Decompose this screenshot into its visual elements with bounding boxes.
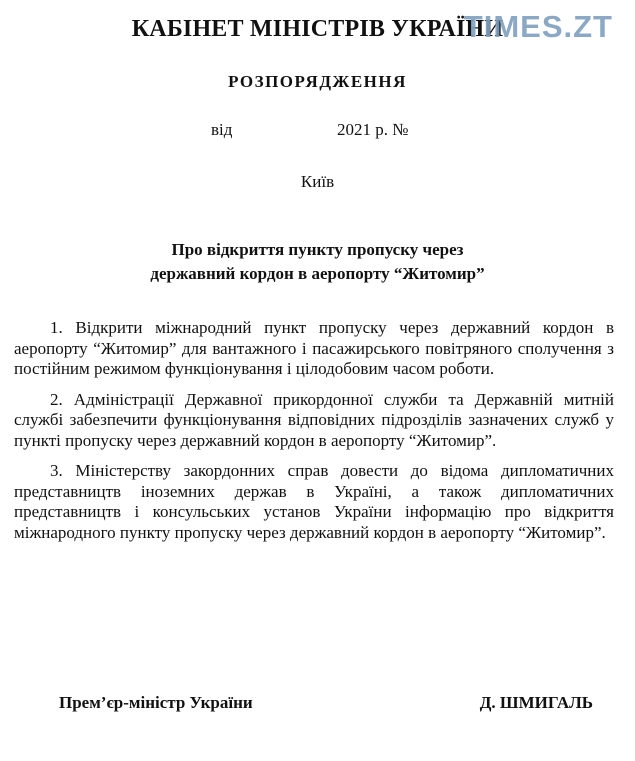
document-type: РОЗПОРЯДЖЕННЯ [228, 72, 407, 91]
signature-position: Прем’єр-міністр України [59, 693, 253, 712]
document-title: КАБІНЕТ МІНІСТРІВ УКРАЇНИ [131, 16, 504, 42]
city-name: Київ [300, 172, 335, 191]
paragraph-1: 1. Відкрити міжнародний пункт пропуску через державний кордон в аеропорту “Житомир” для вантажного і пасажирського повітряного сполучення з постійним режимом функціонування і цілодобовим часом роботи. [14, 318, 614, 378]
date-label: від [211, 120, 233, 139]
document-subject [0, 238, 635, 286]
subject-line-1: Про відкриття пункту пропуску через [171, 240, 464, 259]
paragraph-3: 3. Міністерству закордонних справ довести до відома дипломатичних представництв іноземних держав в Україні, а також дипломатичних представництв і консульських установ України інформацію про відкриття міжнародного пункту пропуску через державний кордон в аеропорту “Житомир”. [14, 461, 614, 542]
document-body [14, 318, 614, 553]
paragraph-2: 2. Адміністрації Державної прикордонної служби та Державній митній службі забезпечити функціонування відповідних підрозділів зазначених служб у пункті пропуску через державний кордон в аеропорту “Житомир”. [14, 389, 614, 450]
subject-line-2: державний кордон в аеропорту “Житомир” [150, 264, 485, 283]
date-year-number: 2021 р. № [337, 120, 409, 139]
signature-name: Д. ШМИГАЛЬ [479, 693, 593, 712]
watermark-logo: TIMES.ZT [463, 9, 613, 44]
